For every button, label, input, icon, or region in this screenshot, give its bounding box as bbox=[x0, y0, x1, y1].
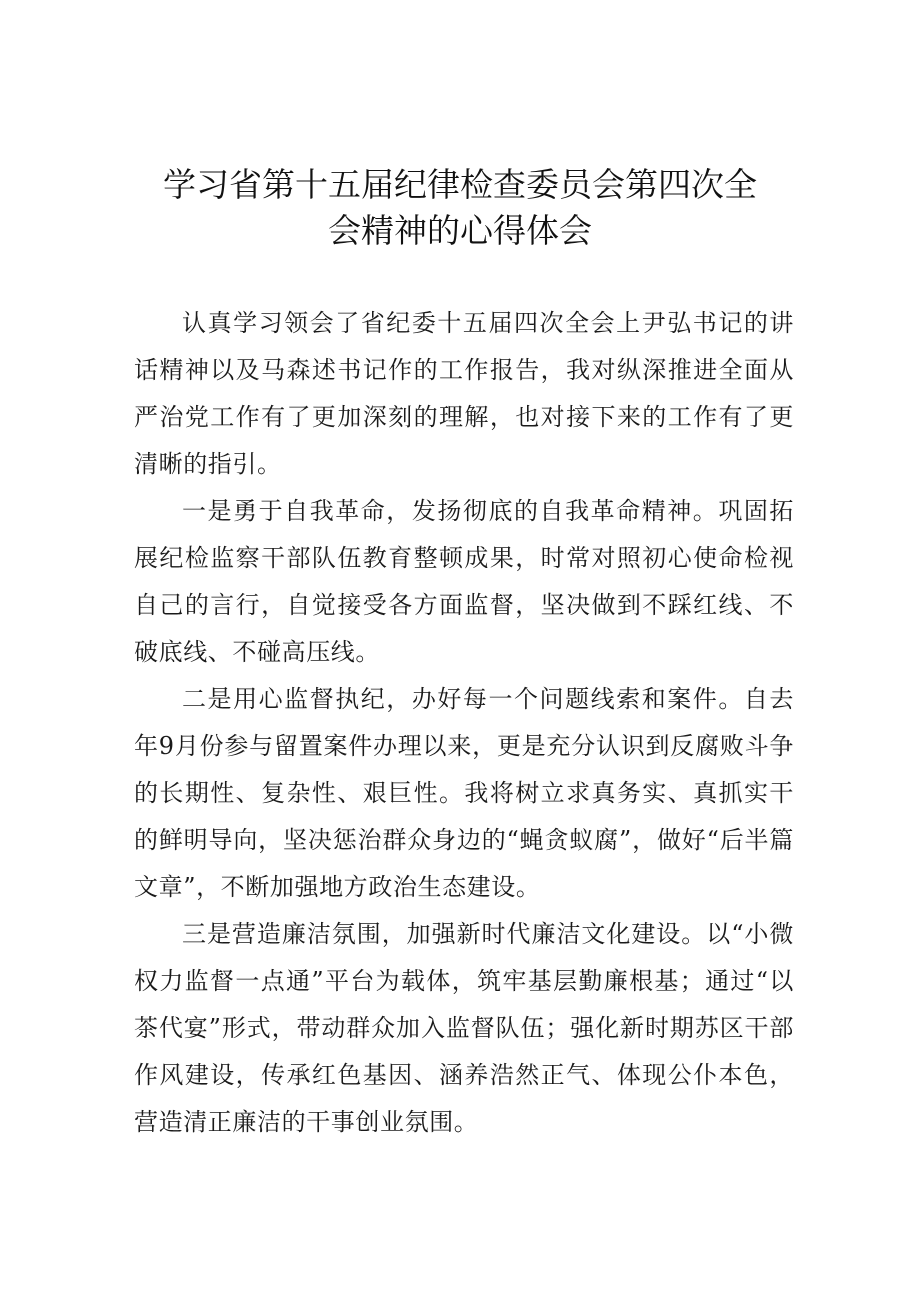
document-title-line-2: 会精神的心得体会 bbox=[328, 211, 592, 250]
paragraph-intro: 认真学习领会了省纪委十五届四次全会上尹弘书记的讲话精神以及马森述书记作的工作报告，我对纵深推进全面从严治党工作有了更加深刻的理解，也对接下来的工作有了更清晰的指引。 bbox=[134, 309, 794, 478]
document-title bbox=[0, 162, 920, 254]
paragraph-point-2: 二是用心监督执纪，办好每一个问题线索和案件。自去年9月份参与留置案件办理以来，更是充分认识到反腐败斗争的长期性、复杂性、艰巨性。我将树立求真务实、真抓实干的鲜明导向，坚决惩治群众身边的“蝇贪蚁腐”，做好“后半篇文章”，不断加强地方政治生态建设。 bbox=[134, 685, 794, 901]
document-title-line-1: 学习省第十五届纪律检查委员会第四次全 bbox=[163, 165, 757, 204]
paragraph-point-1: 一是勇于自我革命，发扬彻底的自我革命精神。巩固拓展纪检监察干部队伍教育整顿成果，时常对照初心使命检视自己的言行，自觉接受各方面监督，坚决做到不踩红线、不破底线、不碰高压线。 bbox=[134, 497, 794, 666]
document-body bbox=[134, 300, 794, 1146]
paragraph-point-3: 三是营造廉洁氛围，加强新时代廉洁文化建设。以“小微权力监督一点通”平台为载体，筑牢基层勤廉根基；通过“以茶代宴”形式，带动群众加入监督队伍；强化新时期苏区干部作风建设，传承红色基因、涵养浩然正气、体现公仆本色，营造清正廉洁的干事创业氛围。 bbox=[134, 920, 794, 1136]
